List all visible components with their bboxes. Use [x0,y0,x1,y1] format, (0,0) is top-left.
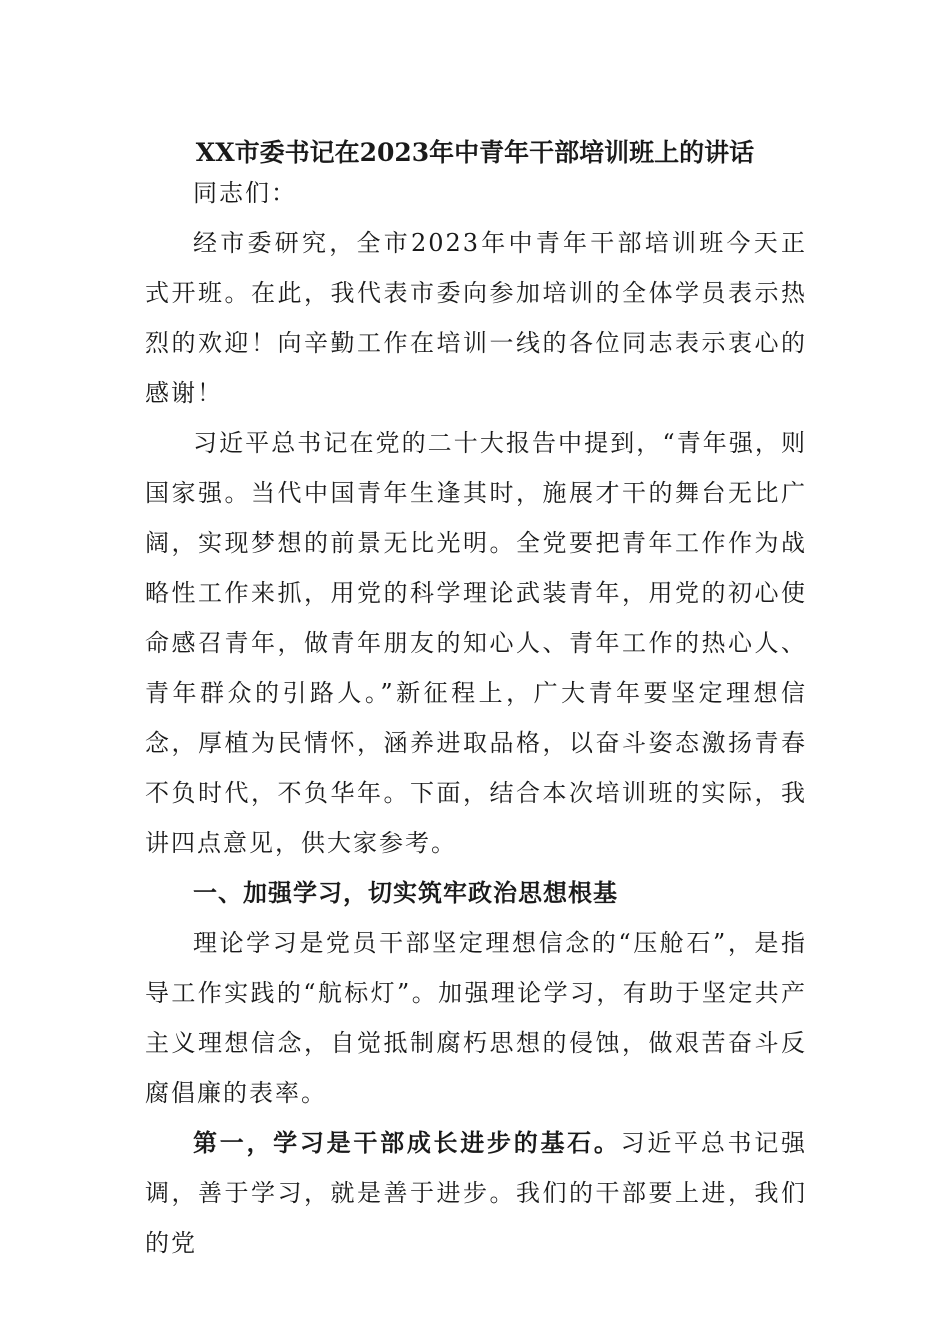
document-body [145,168,807,1268]
document-title: XX市委书记在2023年中青年干部培训班上的讲话 [195,138,755,167]
point-lead: 第一，学习是干部成长进步的基石。 [193,1128,621,1157]
paragraph-opening: 经市委研究，全市2023年中青年干部培训班今天正式开班。在此，我代表市委向参加培训的全体学员表示热烈的欢迎！向辛勤工作在培训一线的各位同志表示衷心的感谢！ [145,229,807,407]
section-intro: 理论学习是党员干部坚定理想信念的“压舱石”，是指导工作实践的“航标灯”。加强理论学习，有助于坚定共产主义理想信念，自觉抵制腐朽思想的侵蚀，做艰苦奋斗反腐倡廉的表率。 [145,929,807,1107]
section-heading-1: 一、加强学习，切实筑牢政治思想根基 [193,878,618,907]
paragraph-quote: 习近平总书记在党的二十大报告中提到，“青年强，则国家强。当代中国青年生逢其时，施展才干的舞台无比广阔，实现梦想的前景无比光明。全党要把青年工作作为战略性工作来抓，用党的科学理论武装青年，用党的初心使命感召青年，做青年朋友的知心人、青年工作的热心人、青年群众的引路人。”新征程上，广大青年要坚定理想信念，厚植为民情怀，涵养进取品格，以奋斗姿态激扬青春不负时代，不负华年。下面，结合本次培训班的实际，我讲四点意见，供大家参考。 [145,429,807,857]
point-text: 习近平总书记强调，善于学习，就是善于进步。我们的干部要上进，我们的党 [145,1129,808,1257]
point-paragraph [145,1118,807,1268]
salutation: 同志们： [193,179,297,207]
